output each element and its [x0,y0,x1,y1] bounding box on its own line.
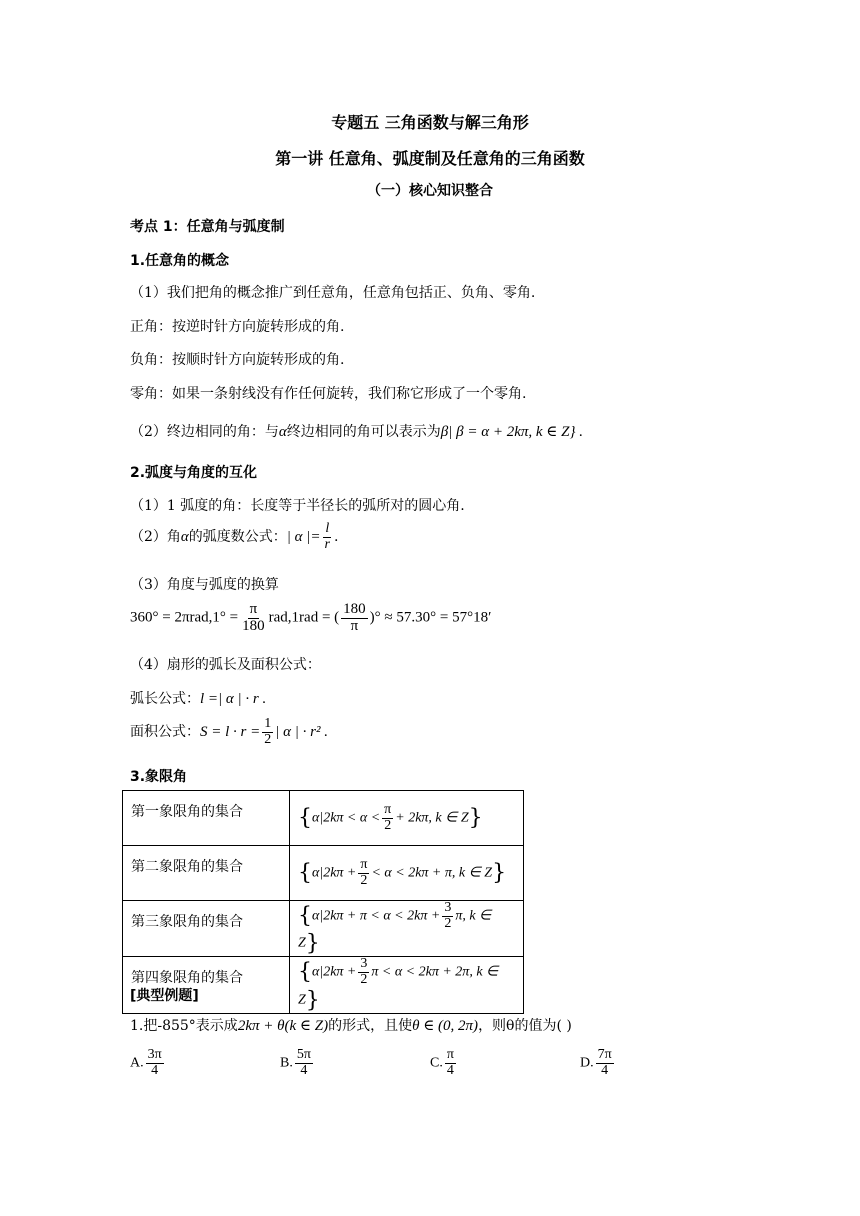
coterminal-formula: β| β = α + 2kπ, k ∈ Z} . [440,424,584,440]
period: . [334,529,339,546]
fraction-numerator: 3π [147,1047,162,1062]
fraction-denominator: 2 [360,872,368,888]
q1-formula-2: θ ∈ (0, 2π) [412,1018,479,1034]
positive-angle: 正角：按逆时针方向旋转形成的角. [130,319,345,335]
set-fraction [358,957,369,987]
option-a[interactable] [130,1048,166,1078]
fraction-numerator: π [249,601,258,617]
fraction-denominator: π [350,617,359,634]
fraction-numerator: 3 [360,956,368,972]
set-post: < α < 2kπ + π, k ∈ Z [371,865,493,881]
quadrant-label: 第二象限角的集合 [123,846,290,901]
fraction-numerator: π [446,1047,454,1062]
option-label: A. [130,1055,144,1071]
quadrant-set [290,957,524,1013]
arc-length-line [130,688,266,708]
fraction-denominator: 180 [242,617,265,634]
option-label: B. [280,1055,293,1071]
quadrant-set [290,846,524,901]
negative-angle: 负角：按顺时针方向旋转形成的角. [130,352,345,368]
s2-p4: （4）扇形的弧长及面积公式： [130,657,321,673]
quadrant-label: 第四象限角的集合 [123,957,290,1013]
option-label: C. [430,1055,443,1071]
fraction-denominator: 4 [300,1062,308,1078]
fraction-denominator: 2 [360,972,368,988]
fraction-numerator: π [384,801,392,817]
area-part-b: | α | · r² . [275,724,328,741]
examples-heading: [典型例题] [130,988,199,1004]
fraction-denominator: 4 [151,1062,159,1078]
s2-p1: （1）1 弧度的角：长度等于半径长的弧所对的圆心角. [130,498,465,514]
option-fraction [146,1048,164,1078]
area-line [130,717,328,747]
table-row [123,846,524,901]
q1-text-c: ，则θ的值为( ) [478,1018,572,1034]
left-brace-icon: { [298,860,312,886]
fraction-numerator: 5π [296,1047,311,1062]
s2-p3: （3）角度与弧度的换算 [130,577,279,593]
arc-formula: l =| α | · r . [200,691,267,707]
option-label: D. [580,1055,594,1071]
fraction-numerator: 1 [264,716,272,731]
s2-heading: 2.弧度与角度的互化 [130,465,258,481]
s1-p1: （1）我们把角的概念推广到任意角，任意角包括正、负角、零角. [130,285,536,301]
set-fraction [382,803,393,833]
right-brace-icon: } [305,987,320,1013]
one-half-fraction [262,717,273,747]
quadrant-label: 第一象限角的集合 [123,791,290,846]
kaodian-heading: 考点 1：任意角与弧度制 [130,219,285,235]
fraction-numerator: 7π [597,1047,612,1062]
radian-mid: 的弧度数公式： [188,529,287,546]
set-pre: α|2kπ + [312,964,357,980]
right-brace-icon: } [468,805,483,831]
option-d[interactable] [580,1048,616,1078]
fraction-denominator: 2 [444,915,452,931]
fraction-denominator: 4 [446,1062,454,1078]
fraction-denominator: r [324,536,330,552]
l-over-r-fraction [323,522,332,552]
coterminal-mid: 终边相同的角可以表示为 [286,424,441,440]
q1-text-a: 1.把-855°表示成 [130,1018,238,1034]
q1-text-b: 的形式，且使 [328,1018,413,1034]
arc-label: 弧长公式： [130,691,200,707]
fraction-denominator: 2 [264,731,272,747]
option-fraction [295,1048,313,1078]
alpha-symbol: α [278,424,287,440]
set-post: π, k ∈ Z [298,908,492,952]
q1-formula-1: 2kπ + θ(k ∈ Z) [237,1018,329,1034]
quadrant-label: 第三象限角的集合 [123,901,290,957]
conv-part-a: 360° = 2πrad,1° = [130,609,239,626]
left-brace-icon: { [298,903,312,929]
set-post: + 2kπ, k ∈ Z [395,810,469,826]
set-fraction [358,858,369,888]
fraction-numerator: 180 [343,601,366,617]
fraction-denominator: 2 [384,817,392,833]
s3-heading: 3.象限角 [130,769,188,785]
quadrant-set [290,791,524,846]
area-part-a: S = l · r = [200,724,261,741]
question-1 [130,1015,572,1035]
coterminal-line [130,421,583,441]
section-title: （一）核心知识整合 [367,183,493,199]
set-pre: α|2kπ + [312,865,357,881]
s1-heading: 1.任意角的概念 [130,253,230,269]
table-row [123,791,524,846]
quadrant-table [122,790,524,1014]
abs-alpha: | α |= [286,529,321,546]
set-pre: α|2kπ + π < α < 2kπ + [312,908,441,924]
main-title: 专题五 三角函数与解三角形 [331,113,529,132]
180-over-pi-fraction [341,602,368,635]
area-label: 面积公式： [130,724,200,741]
zero-angle: 零角：如果一条射线没有作任何旋转，我们称它形成了一个零角. [130,386,527,402]
conv-part-c: )° ≈ 57.30° = 57°18′ [369,609,492,626]
right-brace-icon: } [492,860,507,886]
table-row [123,901,524,957]
radian-formula-line [130,522,338,552]
set-pre: α|2kπ < α < [312,810,381,826]
right-brace-icon: } [305,931,320,957]
fraction-numerator: π [360,856,368,872]
coterminal-prefix: （2）终边相同的角：与 [130,424,279,440]
fraction-numerator: l [325,521,330,536]
quadrant-set [290,901,524,957]
lecture-title: 第一讲 任意角、弧度制及任意角的三角函数 [275,149,585,168]
conv-part-b: rad,1rad = ( [268,609,340,626]
option-fraction [596,1048,614,1078]
radian-prefix: （2）角 [130,529,181,546]
option-b[interactable] [280,1048,315,1078]
left-brace-icon: { [298,960,312,986]
alpha-symbol: α [180,529,189,546]
fraction-denominator: 4 [601,1062,609,1078]
option-fraction [445,1048,456,1078]
fraction-numerator: 3 [444,900,452,915]
set-fraction [442,901,453,931]
pi-over-180-fraction [240,602,267,635]
conversion-formula [130,602,491,635]
left-brace-icon: { [298,805,312,831]
option-c[interactable] [430,1048,458,1078]
set-post: π < α < 2kπ + 2π, k ∈ Z [298,964,499,1008]
